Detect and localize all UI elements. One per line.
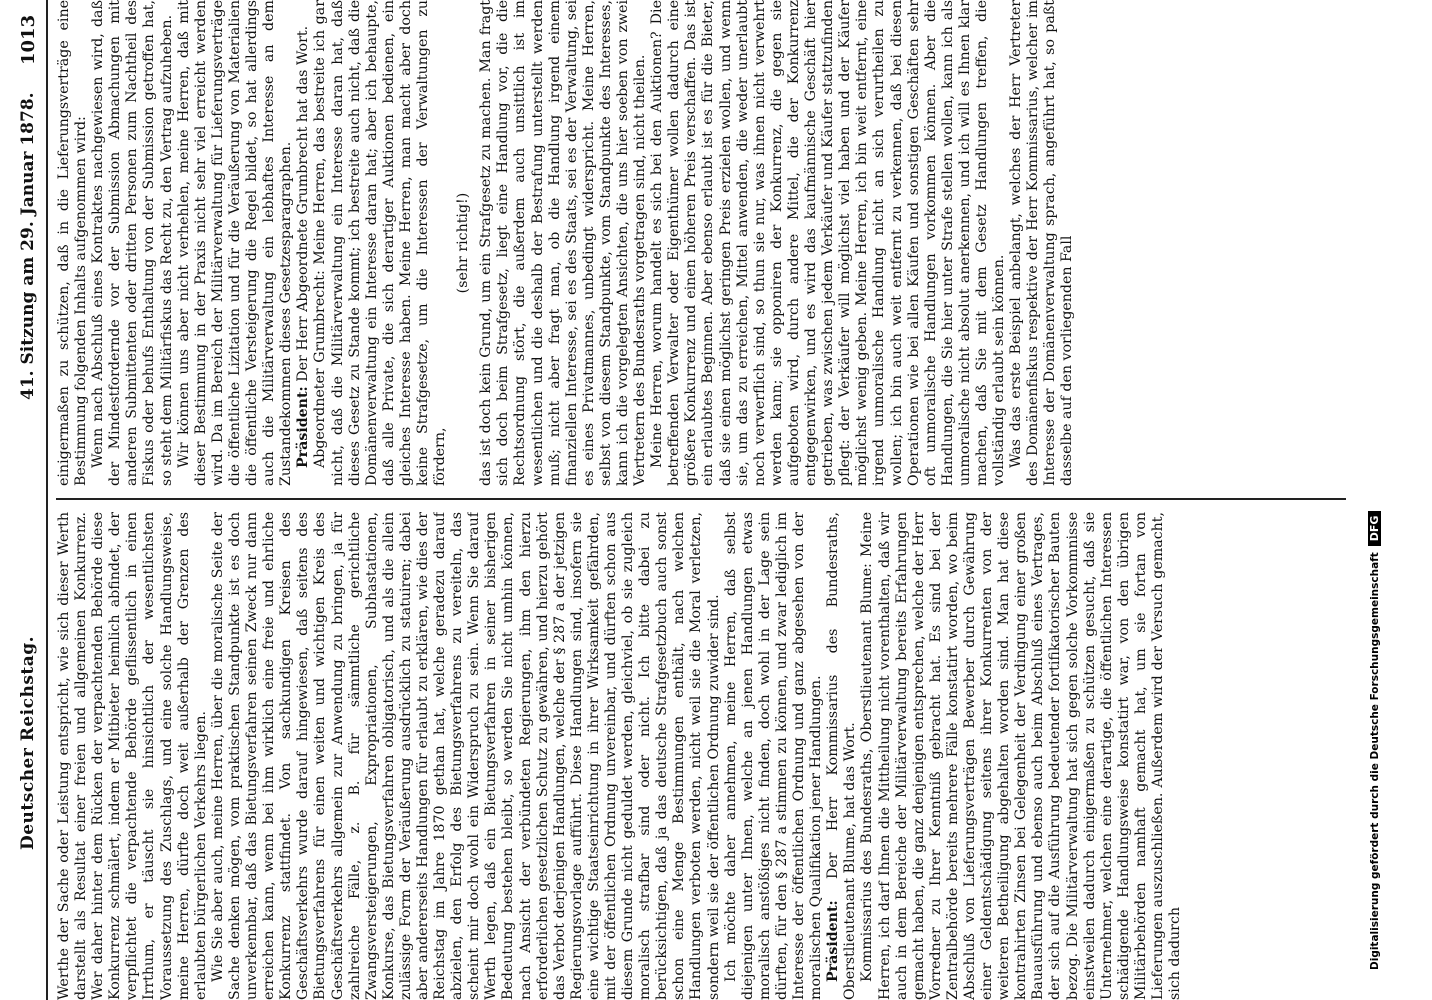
paragraph: Werthe der Sache oder Leistung entspricht, wie sich dieser Werth darstellt als Resultat einer freien und allgemeinen Konkurrenz. Wer daher hinter dem Rücken der verpachtenden Behörde diese Konkurrenz schmälert, indem er Mitbieter heimlich abfindet, der verpflichtet die verpachtende Behörde geflissentlich in einen Irrthum, er täuscht sie hinsichtlich der wesentlichsten Voraussetzung des Zuschlags, und eine solche Handlungsweise, meine Herren, dürfte doch weit außerhalb der Grenzen des erlaubten bürgerlichen Verkehrs liegen. <box>56 512 209 1000</box>
left-column <box>56 512 1346 1000</box>
speaker-text: Der Herr Kommissarius des Bundesraths, Oberstlieutenant Blume, hat das Wort. <box>825 512 859 1000</box>
header-rule <box>46 0 48 1000</box>
paragraph: Wie Sie aber auch, meine Herren, über die moralische Seite der Sache denken mögen, vom praktischen Standpunkte ist es doch unverkennbar, daß das Bietungsverfahren seinen Zweck nur dann erreichen kann, wenn bei ihm wirklich eine freie und ehrliche Konkurrenz stattfindet. Von sachkundigen Kreisen des Geschäftsverkehrs wurde darauf hingewiesen, daß seitens des Bietungsverfahrens für einen weiten und wichtigen Kreis des Geschäftsverkehrs allgemein zur Anwendung zu bringen, ja für zahlreiche Fälle, z. B. für sämmtliche gerichtliche Zwangsversteigerungen, Expropriationen, Subhastationen, Konkurse, das Bietungsverfahren obligatorisch, und als die allein zulässige Form der Veräußerung ausdrücklich zu statuiren; dabei aber andererseits Handlungen für erlaubt zu erklären, wie dies der Reichstag im Jahre 1870 gethan hat, welche geradezu darauf abzielen, den Erfolg des Bietungsverfahrens zu vereiteln, das scheint mir doch wohl ein Widerspruch zu sein. Wenn Sie darauf Werth legen, daß ein Bietungsverfahren in seiner bisherigen Bedeutung bestehen bleibt, so werden Sie nicht umhin können, nach Ansicht der verbündeten Regierungen, ihm den hierzu erforderlichen gesetzlichen Schutz zu gewähren, und hierzu gehört das Verbot derjenigen Handlungen, welche der § 287 a der jetzigen Regierungsvorlage aufführt. Diese Handlungen sind, insofern sie eine wichtige Staatseinrichtung in ihrer Wirksamkeit gefährden, mit der öffentlichen Ordnung unvereinbar, und dürften schon aus diesem Grunde nicht geduldet werden, gleichviel, ob sie zugleich moralisch strafbar sind oder nicht. Ich bitte dabei zu berücksichtigen, daß ja das deutsche Strafgesetzbuch auch sonst schon eine Menge Bestimmungen enthält, nach welchen Handlungen verboten werden, nicht weil sie die Moral verletzen, sondern weil sie der öffentlichen Ordnung zuwider sind. <box>209 512 722 1000</box>
digitization-credit <box>1368 70 1390 970</box>
speaker-text: Der Herr Abgeordnete Grumbrecht hat das Wort. <box>295 25 312 382</box>
paragraph: einigermaßen zu schützen, daß in die Lieferungsverträge eine Bestimmung folgenden Inhalts aufgenommen wird: <box>56 0 90 486</box>
paragraph: das ist doch kein Grund, um ein Strafgesetz zu machen. Man fragt sich doch beim Strafgesetz, liegt eine Handlung vor, die die Rechtsordnung stört, die außerdem auch unsittlich ist im wesentlichen und die deshalb der Bestrafung unterstellt werden muß; nicht aber fragt man, ob die Handlung irgend einem finanziellen Interesse, sei es des Staats, sei es der Verwaltung, sei es eines Privatmannes, unbedingt widerspricht. Meine Herren, selbst von diesem Standpunkte, vom Standpunkte des Interesses, kann ich die vorgelegten Ansichten, die uns hier soeben von zwei Vertretern des Bundesraths vorgetragen sind, nicht theilen. <box>478 0 649 486</box>
paragraph: Meine Herren, worum handelt es sich bei den Auktionen? Die betreffenden Verwalter oder Eigenthümer wollen dadurch eine größere Konkurrenz und einen höheren Preis verschaffen. Das ist ein erlaubtes Beginnen. Aber ebenso erlaubt ist es für die Bieter, daß sie einen möglichst geringen Preis erzielen wollen, und wenn sie, um das zu erreichen, Mittel anwenden, die weder unerlaubt noch verwerflich sind, so thun sie nur, was ihnen nicht verwehrt werden kann; sie opponiren der Konkurrenz, die gegen sie aufgeboten wird, durch andere Mittel, die der Konkurrenz entgegenwirken, und es wird das kaufmännische Geschäft hier getrieben, was zwischen jedem Verkäufer und Käufer stattzufinden pflegt: der Verkäufer will möglichst viel haben und der Käufer möglichst wenig geben. Meine Herren, ich bin weit entfernt, eine irgend unmoralische Handlung nicht an sich verurtheilen zu wollen; ich bin auch weit entfernt zu verkennen, daß bei diesen Operationen wie bei allen Käufen und sonstigen Geschäften sehr oft unmoralische Handlungen vorkommen können. Aber die Handlungen, die Sie hier unter Strafe stellen wollen, kann ich als unmoralische nicht absolut anerkennen, und ich will es Ihnen klar machen, daß Sie mit dem Gesetz Handlungen treffen, die vollständig erlaubt sein können. <box>649 0 1008 486</box>
header-page-number: 1013 <box>18 14 39 65</box>
page-header <box>12 0 48 1000</box>
paragraph: Abgeordneter Grumbrecht: Meine Herren, das bestreite ich gar nicht, daß die Militärverwaltung ein Interesse daran hat, daß dieses Gesetz zu Stande kommt; ich bestreite auch nicht, daß die Domänenverwaltung ein Interesse daran hat; aber ich behaupte, daß alle Private, die sich derartiger Auktionen bedienen, ein gleiches Interesse haben. Meine Herren, man macht aber doch keine Strafgesetze, um die Interessen der Verwaltungen zu fördern, <box>312 0 449 486</box>
speaker-label: Präsident: <box>825 900 842 982</box>
paragraph: Wir können uns aber nicht verhehlen, meine Herren, daß mit dieser Bestimmung in der Praxis nicht sehr viel erreicht werden wird. Da im Bereich der Militärverwaltung für Lieferungsverträge die öffentliche Lizitation und für die Veräußerung von Materialien die öffentliche Versteigerung die Regel bildet, so hat allerdings auch die Militärverwaltung ein lebhaftes Interesse an dem Zustandekommen dieses Gesetzesparagraphen. <box>175 0 295 486</box>
speaker-label: Präsident: <box>295 386 312 468</box>
speaker-paragraph <box>825 512 859 1000</box>
paragraph: Kommissarius des Bundesraths, Oberstlieutenant Blume: Meine Herren, ich darf Ihnen die Mittheilung nicht vorenthalten, daß wir auch in dem Bereiche der Militärverwaltung bereits Erfahrungen gemacht haben, die ganz denjenigen entsprechen, welche der Herr Vorredner zu Ihrer Kenntniß gebracht hat. Es sind bei der Zentralbehörde bereits mehrere Fälle konstatirt worden, wo beim Abschluß von Lieferungsverträgen Bewerber durch Gewährung einer Geldentschädigung seitens ihrer Konkurrenten von der weiteren Betheiligung abgehalten worden sind. Man hat diese kontrahirten Zinsen bei Gelegenheit der Verdingung einer großen Bauausführung und ebenso auch beim Abschluß eines Vertrages, der sich auf die Ausführung bedeutender fortifikatorischer Bauten bezog. Die Militärverwaltung hat sich gegen solche Vorkommnisse einstweilen dadurch einigermaßen zu schützen gesucht, daß sie Unternehmer, welchen eine derartige, die öffentlichen Interessen schädigende Handlungsweise konstatirt war, von den übrigen Militärbehörden namhaft gemacht hat, um sie fortan von Lieferungen auszuschließen. Außerdem wird der Versuch gemacht, sich dadurch <box>859 512 1184 1000</box>
paragraph: Wenn nach Abschluß eines Kontraktes nachgewiesen wird, daß der Mindestfordernde vor der Submission Abmachungen mit anderen Submittenten oder dritten Personen zum Nachtheil des Fiskus oder behufs Enthaltung von der Submission getroffen hat, so steht dem Militärfiskus das Recht zu, den Vertrag aufzuheben. <box>90 0 175 486</box>
text-columns <box>56 0 1346 1000</box>
header-session-date: 41. Sitzung am 29. Januar 1878. <box>18 92 38 400</box>
column-divider <box>56 498 1346 500</box>
header-publication-title: Deutscher Reichstag. <box>18 635 38 850</box>
paragraph: Was das erste Beispiel anbelangt, welches der Herr Vertreter des Domänenfiskus respektive der Herr Kommissarius, welcher im Interesse der Domänenverwaltung sprach, angeführt hat, so paßt dasselbe auf den vorliegenden Fall <box>1008 0 1076 486</box>
speaker-paragraph <box>295 0 312 486</box>
credit-text: Digitalisierung gefördert durch die Deutsche Forschungsgemeinschaft <box>1369 552 1381 970</box>
paragraph: (sehr richtig!) <box>455 192 472 294</box>
right-column <box>56 0 1346 486</box>
dfg-logo: DFG <box>1368 511 1381 547</box>
paragraph: Ich möchte daher annehmen, meine Herren, daß selbst diejenigen unter Ihnen, welche an jenen Handlungen etwas moralisch anstößiges nicht finden, doch wohl in der Lage sein dürften, für den § 287 a stimmen zu können, und zwar lediglich im Interesse der öffentlichen Ordnung und ganz abgesehen von der moralischen Qualifikation jener Handlungen. <box>722 512 825 1000</box>
